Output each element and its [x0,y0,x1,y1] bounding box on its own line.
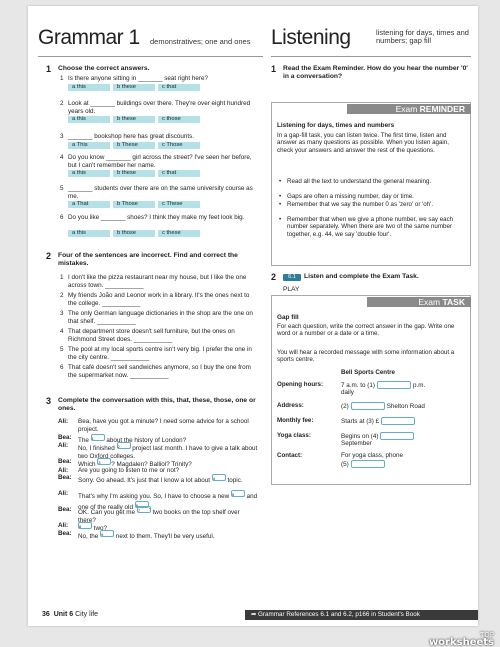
logo-top: TOP [479,631,494,639]
dialogue-text: two? [92,525,108,533]
answer-option[interactable]: b these [113,170,155,177]
form-suffix: p.m. [412,381,426,389]
ex3-number: 3 [46,396,52,406]
form-value [341,417,417,425]
form-label: Yoga class: [277,432,311,439]
answer-option[interactable]: b these [113,116,155,123]
bullet-icon: • [279,193,282,200]
speaker-label: Bea: [58,458,72,465]
exam-reminder-banner [347,104,471,114]
task-band-a: Exam [418,297,443,307]
gap-number: 1 [91,436,94,441]
answer-options [68,201,200,208]
speaker-label: Bea: [58,530,72,537]
form-subline [341,389,354,396]
speaker-label: Ali: [58,522,69,529]
speaker-label: Bea: [58,474,72,481]
reminder-bullet: Remember that we say the number 0 as 'zero' or 'oh'. [287,201,434,208]
gap-number: 5 [231,492,235,497]
sentence-text: That department store doesn't sell furniture, but the ones on Richmond Street does. ___________ [68,328,235,343]
reminder-intro: In a gap-fill task, you can listen twice. The first time, listen and answer as many questions as possible. When you listen again, check your answers and answer the rest of the questions. [277,132,449,154]
grammar-reference-text: Grammar References 6.1 and 6.2, p166 in Student's Book [258,611,420,618]
title-divider-right [271,56,471,57]
answer-option[interactable]: b These [113,142,155,149]
reminder-heading: Listening for days, times and numbers [277,122,395,129]
form-subline [341,440,372,447]
logo-bottom: worksheets [428,637,494,647]
grammar-reference-bar[interactable] [245,610,478,620]
form-prefix: For yoga class, phone [341,452,403,459]
ex3-instruction: Complete the conversation with this, that, these, those, one or ones. [58,397,256,413]
listening-title: Listening [271,26,351,49]
question-text: Is there anyone sitting in _______ seat right here? [68,75,209,82]
dialogue-line [78,418,258,433]
gap-number: 8 [79,524,82,529]
dialogue-text: and one of the really old [78,493,258,511]
answer-gap[interactable] [117,442,131,449]
answer-options [68,230,200,237]
answer-option[interactable]: c Those [158,142,200,149]
reminder-band-b: REMINDER [419,104,465,114]
listen-ex2-instruction: Listen and complete the Exam Task. [304,273,419,280]
sentence-text: The pool at my local sports centre isn't very big. I prefer the one in the city centre. ___________ [68,346,252,361]
answer-option[interactable]: c that [158,84,200,91]
answer-options [68,170,200,177]
item-number: 2 [60,100,64,107]
answer-option[interactable]: a this [68,230,110,237]
dialogue-text: project last month. I have to give a talk about two Oxford colleges. [78,445,258,460]
dialogue-text: Are you going to listen to me or not? [78,467,180,474]
page-footer [42,611,98,618]
answer-options [68,142,200,149]
answer-option[interactable]: b these [113,84,155,91]
reminder-band-a: Exam [395,104,420,114]
answer-field[interactable] [377,381,411,389]
dialogue-text: OK. Can you get me [78,509,137,517]
form-subtext: September [341,440,372,447]
gap-number: 2 [117,444,120,449]
listen-ex1-number: 1 [271,64,277,74]
speaker-label: Ali: [58,467,69,474]
listen-ex2-number: 2 [271,272,277,282]
form-subtext: daily [341,389,354,396]
form-label: Opening hours: [277,381,324,388]
reminder-bullet: Read all the text to understand the general meaning. [287,178,432,185]
gap-number: 3 [98,460,101,465]
form-label: Monthly fee: [277,417,314,424]
form-value [341,452,403,459]
task-intro: For each question, write the correct answer in the gap. Write one word or a number or a date or a time. [277,323,455,338]
answer-option[interactable]: b Those [113,201,155,208]
audio-track-badge[interactable] [283,274,301,281]
form-prefix: Begins on (4) [341,432,379,440]
task-band-b: TASK [442,297,465,307]
answer-option[interactable]: a That [68,201,110,208]
form-label: Contact: [277,452,303,459]
ex1-number: 1 [46,64,52,74]
item-number: 2 [60,292,64,299]
answer-option[interactable]: c these [158,230,200,237]
unit-title: City life [75,611,99,618]
form-prefix: (2) [341,402,349,410]
form-subline [341,460,385,468]
answer-gap[interactable] [231,490,245,497]
play-label[interactable]: PLAY [283,286,300,293]
dialogue-text: two books on the top shelf over there? [78,509,240,524]
answer-option[interactable]: b those [113,230,155,237]
answer-option[interactable]: a this [68,84,110,91]
form-value [341,381,425,389]
bullet-icon: • [279,216,282,223]
ex2-number: 2 [46,251,52,261]
answer-option[interactable]: a this [68,116,110,123]
textbook-page [28,6,478,626]
answer-gap[interactable] [91,434,105,441]
item-number: 5 [60,346,64,353]
answer-option[interactable]: c that [158,170,200,177]
bullet-icon: • [279,178,282,185]
ex2-instruction: Four of the sentences are incorrect. Find and correct the mistakes. [58,252,238,268]
answer-option[interactable]: a This [68,142,110,149]
item-number: 4 [60,328,64,335]
item-number: 1 [60,75,64,82]
form-suffix: Shelton Road [386,402,425,410]
title-divider [38,56,263,57]
speaker-label: Ali: [58,490,69,497]
speaker-label: Ali: [58,418,69,425]
question-text: _______ students over there are on the same university course as me. [68,185,253,200]
exam-task-banner [367,297,471,307]
gap-number: 6 [135,502,138,508]
speaker-label: Bea: [58,434,72,441]
track-number: 6.1 [288,274,296,280]
answer-option[interactable]: c These [158,201,200,208]
item-number: 5 [60,185,64,192]
answer-field[interactable] [351,402,385,410]
unit-label: Unit 6 [53,611,74,618]
answer-options [68,116,200,123]
form-prefix: 7 a.m. to (1) [341,381,375,389]
reference-arrow-icon: ➦ [251,611,257,618]
sentence-text: I don't like the pizza restaurant near my house, but I like the one across town. ___________ [68,274,247,289]
form-prefix: Starts at (3) £ [341,417,380,425]
ex1-instruction: Choose the correct answers. [58,65,150,72]
sentence-text: That café doesn't sell sandwiches anymore, so I buy the one from the supermarket now. ___________ [68,364,251,379]
answer-gap[interactable] [97,458,111,465]
grammar-title: Grammar 1 [38,26,140,49]
task-intro-2: You will hear a recorded message with some information about a sports centre. [277,349,455,364]
dialogue-text: Bea, have you got a minute? I need some advice for a school project. [78,418,249,433]
topworksheets-logo [429,631,494,647]
answer-field[interactable] [351,460,385,468]
sentence-text: The only German language dictionaries in the shop are the one on that shelf. ___________ [68,310,253,325]
question-text: Do you like _______ shoes? I think they make my feet look big. [68,214,245,221]
dialogue-text: about the history of London? [104,437,187,445]
question-text: Look at _______ buildings over there. They're over eight hundred years old. [68,100,251,115]
listen-ex1-instruction: Read the Exam Reminder. How do you hear the number '0' in a conversation? [283,65,468,81]
dialogue-text: That's why I'm asking you. So, I have to choose a new [78,493,231,501]
dialogue-text: The [78,437,91,445]
form-value [341,402,425,410]
answer-option[interactable]: a this [68,170,110,177]
speaker-label: Bea: [58,506,72,513]
bullet-icon: • [279,201,282,208]
dialogue-text: ? Magdalen? Balliol? Trinity? [111,461,192,469]
dialogue-text: next to them. They'll be very useful. [114,533,215,541]
dialogue-text: Which [78,461,98,469]
item-number: 3 [60,133,64,140]
dialogue-text: Sorry. Go ahead. It's just that I know a lot about [78,477,212,485]
centre-name: Bell Sports Centre [341,369,395,376]
form-value [341,432,416,440]
question-text: _______ bookshop here has great discounts. [68,133,195,140]
listening-subtitle: listening for days, times and numbers; gap fill [376,28,469,45]
answer-gap[interactable] [137,503,151,513]
dialogue-text: No, I finished [78,445,117,453]
question-text: Do you know _______ girl across the street? I've seen her before, but I can't remember her name. [68,154,252,169]
answer-gap[interactable] [212,474,226,481]
gap-number: 4 [212,476,215,481]
dialogue-text: No, the [78,533,101,541]
dialogue-text: topic. [225,477,243,485]
answer-gap[interactable] [78,522,92,529]
sentence-text: My friends João and Leonor work in a library. It's the ones next to the college. ___________ [68,292,250,307]
item-number: 6 [60,214,64,221]
task-heading: Gap fill [277,314,299,321]
speaker-label: Ali: [58,442,69,449]
dialogue-line [78,530,258,541]
page-number: 36 [42,611,50,618]
item-number: 4 [60,154,64,161]
dialogue-text: . [148,503,151,511]
form-label: Address: [277,402,304,409]
answer-options [68,84,200,91]
answer-field[interactable] [381,417,415,425]
gap-number: 9 [101,532,104,537]
answer-gap[interactable] [100,530,114,537]
reminder-bullet: Remember that when we give a phone number, we say each number separately. When there are two of the same number together, e.g. 44, we say 'double four'. [287,216,454,238]
gap-number: 7 [137,508,141,513]
item-number: 6 [60,364,64,371]
dialogue-line [78,474,258,485]
answer-option[interactable]: c those [158,116,200,123]
grammar-subtitle: demonstratives; one and ones [150,37,251,46]
reminder-bullet: Gaps are often a missing number, day or time. [287,193,414,200]
item-number: 1 [60,274,64,281]
form-subtext: (5) [341,460,349,468]
item-number: 3 [60,310,64,317]
answer-field[interactable] [380,432,414,440]
